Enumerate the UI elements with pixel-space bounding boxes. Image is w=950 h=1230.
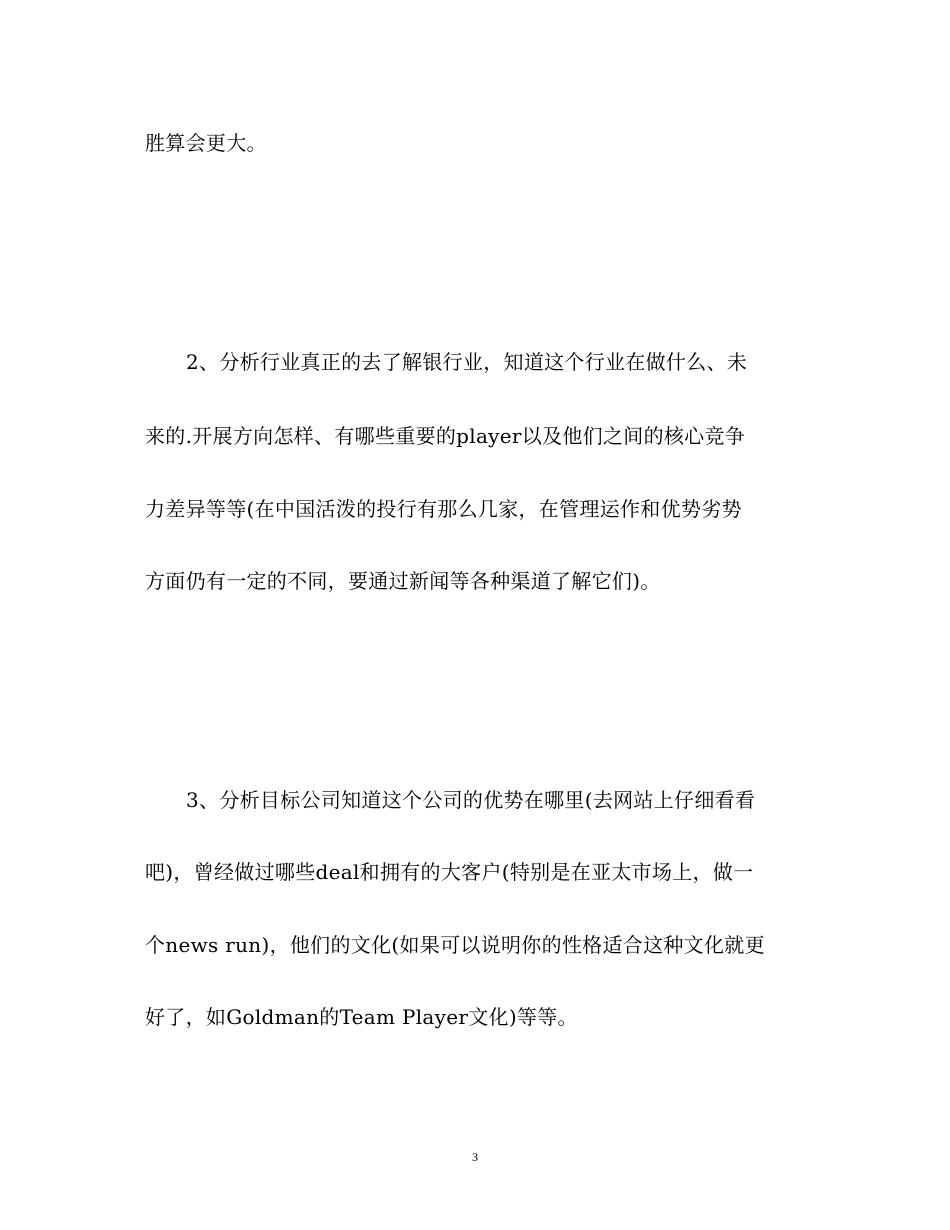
paragraph-2-line-2: 来的.开展方向怎样、有哪些重要的player以及他们之间的核心竞争: [145, 424, 746, 448]
paragraph-2-line-4: 方面仍有一定的不同，要通过新闻等各种渠道了解它们)。: [145, 569, 661, 593]
paragraph-2-line-3: 力差异等等(在中国活泼的投行有那么几家，在管理运作和优势劣势: [145, 497, 742, 521]
paragraph-3-line-2: 吧)，曾经做过哪些deal和拥有的大客户(特别是在亚太市场上，做一: [145, 860, 754, 884]
paragraph-3-line-1: 3、分析目标公司知道这个公司的优势在哪里(去网站上仔细看看: [186, 788, 756, 812]
paragraph-3-line-4: 好了，如Goldman的Team Player文化)等等。: [145, 1005, 578, 1029]
paragraph-1-line-1: 胜算会更大。: [145, 131, 267, 155]
page-number: 3: [472, 1150, 478, 1164]
paragraph-2-line-1: 2、分析行业真正的去了解银行业，知道这个行业在做什么、未: [186, 350, 748, 374]
paragraph-3-line-3: 个news run)，他们的文化(如果可以说明你的性格适合这种文化就更: [145, 933, 765, 957]
